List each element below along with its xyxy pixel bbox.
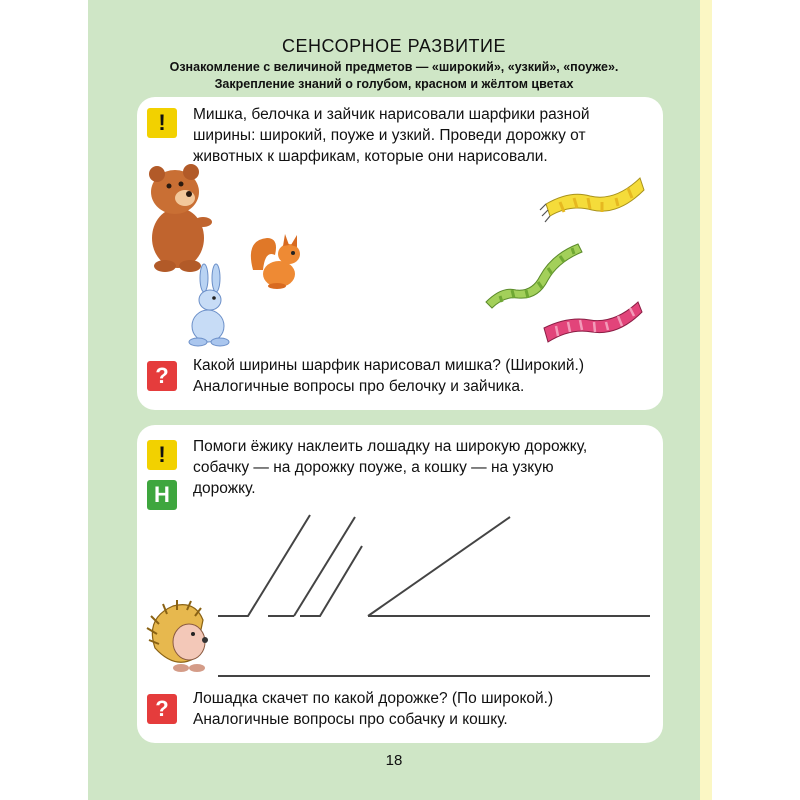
task2-line-1: Помоги ёжику наклеить лошадку на широкую дорожку, [193,438,588,455]
page-title: СЕНСОРНОЕ РАЗВИТИЕ [282,36,506,56]
hedgehog-illustration [145,598,215,678]
task2-line-2: собачку — на дорожку поуже, а кошку — на узкую [193,459,554,476]
question-badge-1: ? [147,361,177,391]
task2-question-line-2: Аналогичные вопросы про собачку и кошку. [193,711,508,728]
task1-question-line-2: Аналогичные вопросы про белочку и зайчика. [193,378,525,395]
subtitle-line-1: Ознакомление с величиной предметов — «широкий», «узкий», «поуже». [169,60,619,74]
task1-line-3: животных к шарфикам, которые они нарисовали. [193,148,548,165]
n-badge: Н [147,480,177,510]
exclamation-badge-2: ! [147,440,177,470]
subtitle-line-2: Закрепление знаний о голубом, красном и жёлтом цветах [214,77,574,91]
task1-line-1: Мишка, белочка и зайчик нарисовали шарфики разной [193,106,590,123]
exclamation-badge-1: ! [147,108,177,138]
task2-line-3: дорожку. [193,480,256,497]
task1-line-2: ширины: широкий, поуже и узкий. Проведи дорожку от [193,127,586,144]
question-badge-2: ? [147,694,177,724]
task2-question-line-1: Лошадка скачет по какой дорожке? (По широкой.) [193,690,554,707]
task1-question-line-1: Какой ширины шарфик нарисовал мишка? (Широкий.) [193,357,585,374]
page-number: 18 [385,752,403,769]
